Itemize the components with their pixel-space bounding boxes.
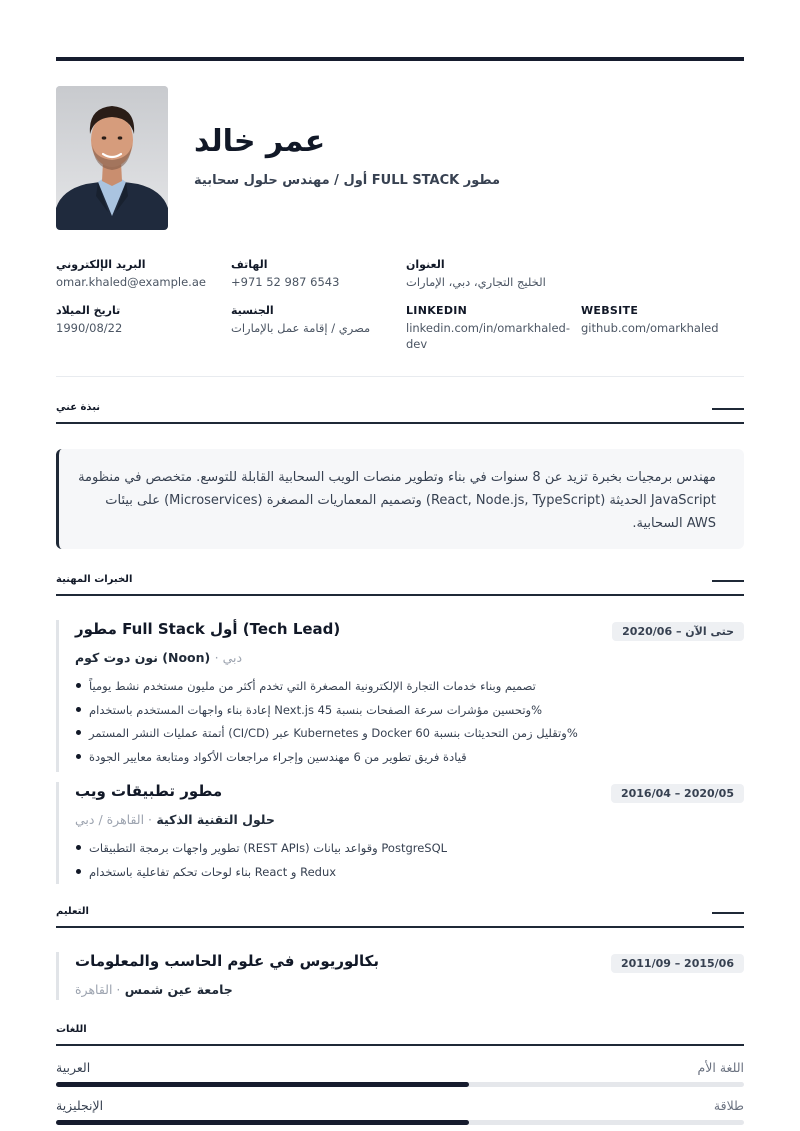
summary-box: [56, 449, 744, 549]
contact-address: [406, 258, 576, 290]
contact-email: [56, 258, 226, 290]
contact-label: العنوان: [406, 258, 445, 271]
section-title: نبذة عني: [56, 402, 101, 413]
section-heading-about: [56, 400, 744, 424]
proficiency-fill: [56, 1120, 469, 1125]
section-title: الخبرات المهنية: [56, 574, 133, 585]
experience-title: مطور Full Stack أول (Tech Lead): [75, 620, 341, 638]
person-name: عمر خالد: [194, 124, 326, 159]
experience-title: مطور تطبيقات ويب: [75, 782, 223, 800]
experience-bullets: [75, 840, 447, 887]
profile-photo: [56, 86, 168, 230]
job-title-headline: أول / مهندس حلول سحابية FULL STACK مطور: [194, 173, 501, 188]
list-item: أتمتة عمليات النشر المستمر (CI/CD) عبر Kubernetes و Docker وتقليل زمن التحديثات بنسبة 60%: [75, 725, 578, 749]
contact-website: [581, 304, 751, 336]
section-heading-languages: [56, 1022, 744, 1046]
top-accent-bar: [56, 57, 744, 61]
school-name: جامعة عين شمس: [124, 982, 233, 997]
proficiency-track: [56, 1082, 744, 1087]
contact-phone: [231, 258, 401, 290]
website-link[interactable]: github.com/omarkhaled: [581, 321, 719, 335]
degree-title: بكالوريوس في علوم الحاسب والمعلومات: [75, 952, 380, 970]
contact-label: LINKEDIN: [406, 304, 468, 317]
education-item: [56, 952, 744, 1000]
contact-nationality: [231, 304, 401, 336]
nationality-value: مصري / إقامة عمل بالإمارات: [231, 321, 371, 335]
list-item: قيادة فريق تطوير من 6 مهندسين وإجراء مراجعات الأكواد ومتابعة معايير الجودة: [75, 749, 578, 773]
proficiency-fill: [56, 1082, 469, 1087]
experience-bullets: [75, 678, 578, 772]
company-line: حلول التقنية الذكية · القاهرة / دبي: [75, 812, 275, 827]
summary-text: مهندس برمجيات بخبرة تزيد عن 8 سنوات في بناء وتطوير منصات الويب السحابية القابلة للتوسع. متخصص في منظومة JavaScript الحديثة (React, Node.js, TypeScript) وتصميم المعماريات المصغرة (Microservices) على بيئات AWS السحابية.: [78, 470, 716, 531]
list-item: بناء لوحات تحكم تفاعلية باستخدام React و Redux: [75, 864, 447, 888]
contact-label: البريد الإلكتروني: [56, 258, 146, 271]
phone-value[interactable]: +971 52 987 6543: [231, 275, 340, 289]
date-badge: 2016/04 – 2020/05: [611, 784, 744, 803]
linkedin-link[interactable]: linkedin.com/in/omarkhaled-dev: [406, 321, 570, 351]
contact-label: WEBSITE: [581, 304, 639, 317]
list-item: إعادة بناء واجهات المستخدم باستخدام Next.js وتحسين مؤشرات سرعة الصفحات بنسبة 45%: [75, 702, 578, 726]
section-heading-education: [56, 904, 744, 928]
section-dash: [712, 408, 744, 410]
date-badge: 2011/09 – 2015/06: [611, 954, 744, 973]
company-line: نون دوت كوم (Noon) · دبي: [75, 650, 243, 665]
language-level: طلاقة: [713, 1098, 744, 1113]
email-value[interactable]: omar.khaled@example.ae: [56, 275, 206, 289]
experience-item: [56, 782, 744, 884]
contact-label: الهاتف: [231, 258, 268, 271]
section-dash: [712, 580, 744, 582]
school-location: القاهرة: [75, 982, 113, 997]
contact-label: الجنسية: [231, 304, 274, 317]
date-badge: حتى الآن – 2020/06: [612, 622, 744, 641]
section-title: اللغات: [56, 1024, 87, 1035]
birthdate-value: 1990/08/22: [56, 321, 123, 335]
company-name: نون دوت كوم (Noon): [75, 650, 211, 665]
contact-birthdate: [56, 304, 226, 336]
school-line: جامعة عين شمس · القاهرة: [75, 982, 233, 997]
experience-item: [56, 620, 744, 772]
proficiency-track: [56, 1120, 744, 1125]
section-heading-experience: [56, 572, 744, 596]
contact-divider: [56, 376, 744, 377]
language-name: الإنجليزية: [56, 1098, 104, 1113]
contact-linkedin: [406, 304, 570, 352]
section-dash: [712, 912, 744, 914]
company-name: حلول التقنية الذكية: [156, 812, 275, 827]
company-location: دبي: [222, 650, 243, 665]
language-level: اللغة الأم: [697, 1060, 744, 1075]
address-value: الخليج التجاري، دبي، الإمارات: [406, 275, 546, 289]
language-name: العربية: [56, 1060, 91, 1075]
list-item: تصميم وبناء خدمات التجارة الإلكترونية المصغرة التي تخدم أكثر من مليون مستخدم نشط يومياً: [75, 678, 578, 702]
section-title: التعليم: [56, 906, 89, 917]
person-portrait-icon: [56, 86, 168, 230]
company-location: القاهرة / دبي: [75, 812, 145, 827]
list-item: تطوير واجهات برمجة التطبيقات (REST APIs) وقواعد بيانات PostgreSQL: [75, 840, 447, 864]
contact-label: تاريخ الميلاد: [56, 304, 121, 317]
